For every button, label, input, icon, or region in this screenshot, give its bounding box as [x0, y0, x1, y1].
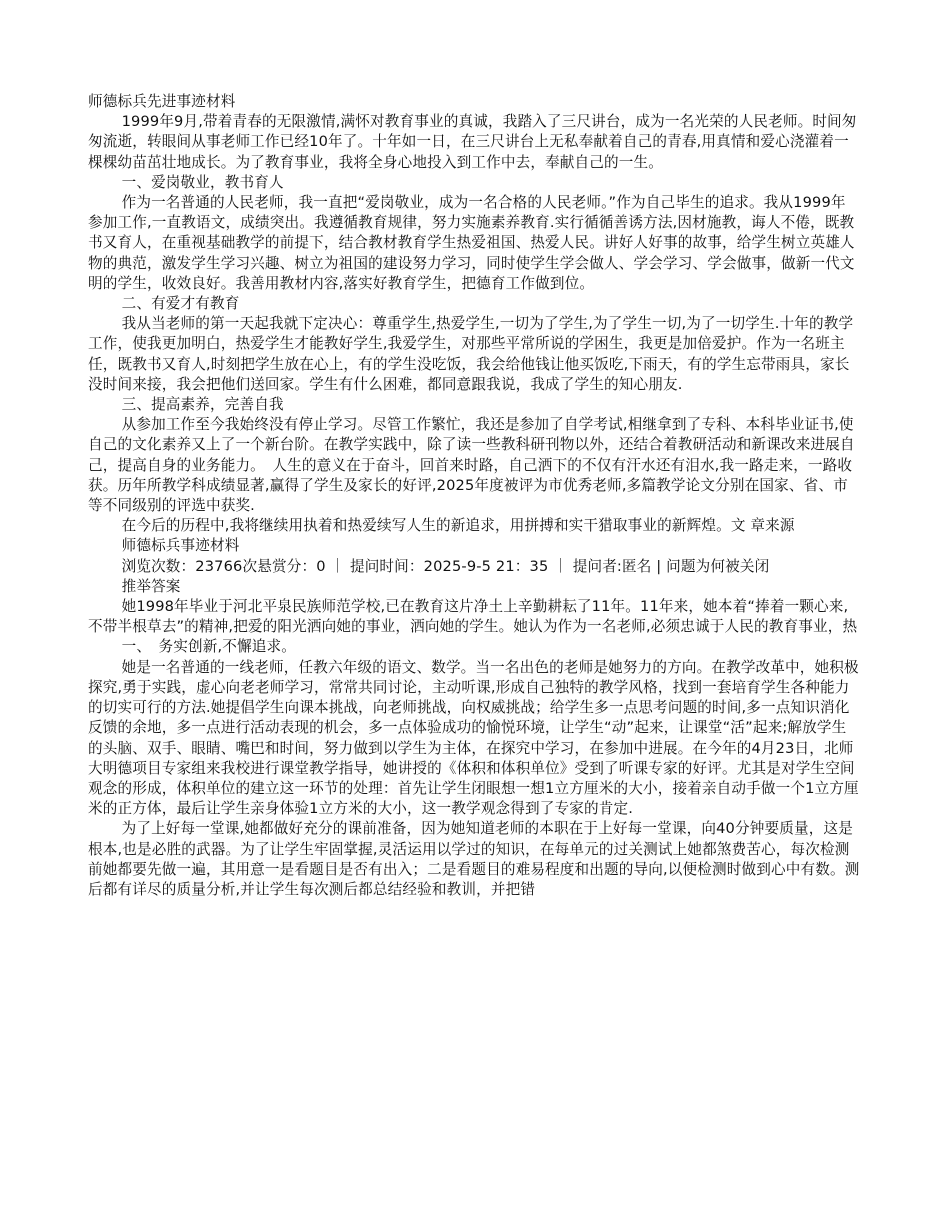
section-heading-2: 二、有爱才有教育 [121, 295, 240, 313]
paragraph-section-3: 从参加工作至今我始终没有停止学习。尽管工作繁忙，我还是参加了自学考试,相继拿到了专科、本科毕业证书,使自己的文化素养又上了一个新台阶。在教学实践中，除了读一些教科研刊物以外，还结合着教研活动和新课改来进展自己，提高自身的业务能力。 人生的意义在于奋斗，回首来时路，自己洒下的不仅有汗水还有泪水,我一路走来，一路收获。历年所教学科成绩显著,赢得了学生及家长的好评,2025年度被评为市优秀老师,多篇教学论文分别在国家、省、市等不同级别的评选中获奖. [88, 416, 855, 515]
paragraph-section-2: 我从当老师的第一天起我就下定决心：尊重学生,热爱学生,一切为了学生,为了学生一切,为了一切学生.十年的教学工作，使我更加明白，热爱学生才能教好学生,我爱学生，对那些平常所说的学困生，我更是加倍爱护。作为一名班主任，既教书又育人,时刻把学生放在心上，有的学生没吃饭，我会给他钱让他买饭吃,下雨天，有的学生忘带雨具，家长没时间来接，我会把他们送回家。学生有什么困难，都同意跟我说，我成了学生的知心朋友. [88, 315, 854, 393]
section-heading-3: 三、提高素养，完善自我 [121, 396, 284, 414]
paragraph-answer-1: 她是一名普通的一线老师，任教六年级的语文、数学。当一名出色的老师是她努力的方向。在教学改革中，她积极探究,勇于实践，虚心向老老师学习，常常共同讨论，主动听课,形成自己独特的教学风格，找到一套培育学生各种能力的切实可行的方法.她提倡学生向课本挑战，向老师挑战，向权威挑战；给学生多一点思考问题的时间,多一点知识消化反馈的余地，多一点进行活动表现的机会，多一点体验成功的愉悦环境，让学生“动”起来，让课堂“活”起来;解放学生的头脑、双手、眼睛、嘴巴和时间，努力做到以学生为主体，在探究中学习，在参加中进展。在今年的4月23日，北师大明德项目专家组来我校进行课堂教学指导，她讲授的《体积和体积单位》受到了听课专家的好评。尤其是对学生空间观念的形成，体积单位的建立这一环节的处理：首先让学生闭眼想一想1立方厘米的大小，接着亲自动手做一个1立方厘米的正方体，最后让学生亲身体验1立方米的大小，这一教学观念得到了专家的肯定. [88, 658, 859, 818]
paragraph-intro: 1999年9月,带着青春的无限激情,满怀对教育事业的真诚，我踏入了三尺讲台，成为一名光荣的人民老师。时间匆匆流逝，转眼间从事老师工作已经10年了。十年如一日，在三尺讲台上无私奉献着自己的青春,用真情和爱心浇灌着一棵棵幼苗茁壮地成长。为了教育事业，我将全身心地投入到工作中去，奉献自己的一生。 [88, 113, 857, 171]
section-heading-1: 一、爱岗敬业，教书育人 [121, 173, 284, 191]
paragraph-closing: 在今后的历程中,我将继续用执着和热爱续写人生的新追求，用拼搏和实干猎取事业的新辉煌。文 章来源 [121, 517, 795, 535]
paragraph-section-1: 作为一名普通的人民老师，我一直把“爱岗敬业，成为一名合格的人民老师。”作为自己毕生的追求。我从1999年参加工作,一直教语文，成绩突出。我遵循教育规律，努力实施素养教育.实行循循善诱方法,因材施教，诲人不倦，既教书又育人，在重视基础教学的前提下，结合教材教育学生热爱祖国、热爱人民。讲好人好事的故事，给学生树立英雄人物的典范，激发学生学习兴趣、树立为祖国的建设努力学习，同时使学生学会做人、学会学习、学会做事，做新一代文明的学生，收效良好。我善用教材内容,落实好教育学生，把德育工作做到位。 [88, 194, 855, 292]
recommended-answer-label: 推举答案 [121, 577, 181, 595]
question-info-line: 浏览次数：23766次悬赏分：0 ｜ 提问时间：2025-9-5 21：35 ｜ 提问者:匿名 | 问题为何被关闭 [121, 557, 770, 575]
document-title: 师德标兵先进事迹材料 [88, 93, 236, 110]
paragraph-answer-intro: 她1998年毕业于河北平泉民族师范学校,已在教育这片净土上辛勤耕耘了11年。11年来，她本着“捧着一颗心来,不带半根草去”的精神,把爱的阳光洒向她的事业，洒向她的学生。她认为作为一名老师,必须忠诚于人民的教育事业，热 [88, 598, 858, 636]
subtitle-second-article: 师德标兵事迹材料 [121, 537, 240, 555]
document-body [88, 92, 860, 900]
section-heading-answer-1: 一、 务实创新,不懈追求。 [121, 638, 296, 656]
paragraph-answer-2: 为了上好每一堂课,她都做好充分的课前准备，因为她知道老师的本职在于上好每一堂课，向40分钟要质量，这是根本,也是必胜的武器。为了让学生牢固掌握,灵活运用以学过的知识，在每单元的过关测试上她都煞费苦心，每次检测前她都要先做一遍，其用意一是看题目是否有出入；二是看题目的难易程度和出题的导向,以便检测时做到心中有数。测后都有详尽的质量分析,并让学生每次测后都总结经验和教训，并把错 [88, 820, 860, 898]
